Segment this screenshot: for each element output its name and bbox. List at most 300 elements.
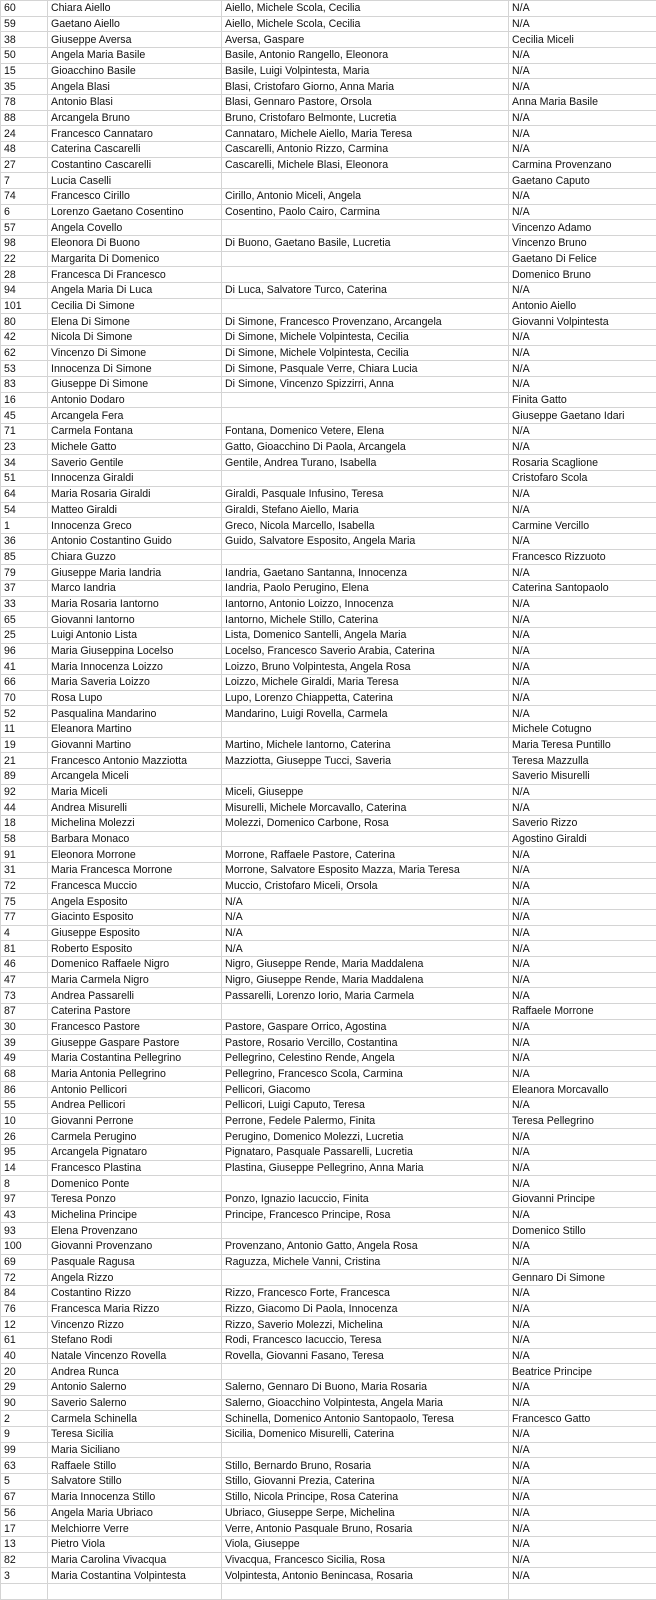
spouse-cell[interactable]: Raffaele Morrone bbox=[509, 1004, 656, 1020]
record-id-cell[interactable]: 12 bbox=[1, 1317, 48, 1333]
person-name-cell[interactable]: Raffaele Stillo bbox=[48, 1458, 222, 1474]
parents-cell[interactable]: Locelso, Francesco Saverio Arabia, Caterina bbox=[222, 643, 509, 659]
person-name-cell[interactable]: Pietro Viola bbox=[48, 1536, 222, 1552]
parents-cell[interactable]: Raguzza, Michele Vanni, Cristina bbox=[222, 1254, 509, 1270]
spouse-cell[interactable]: N/A bbox=[509, 909, 656, 925]
person-name-cell[interactable]: Matteo Giraldi bbox=[48, 502, 222, 518]
spouse-cell[interactable]: N/A bbox=[509, 1521, 656, 1537]
person-name-cell[interactable] bbox=[48, 1583, 222, 1599]
spouse-cell[interactable]: N/A bbox=[509, 972, 656, 988]
parents-cell[interactable]: Cascarelli, Antonio Rizzo, Carmina bbox=[222, 142, 509, 158]
parents-cell[interactable]: Giraldi, Pasquale Infusino, Teresa bbox=[222, 486, 509, 502]
record-id-cell[interactable]: 86 bbox=[1, 1082, 48, 1098]
person-name-cell[interactable]: Angela Rizzo bbox=[48, 1270, 222, 1286]
spouse-cell[interactable]: Giuseppe Gaetano Idari bbox=[509, 408, 656, 424]
parents-cell[interactable] bbox=[222, 1004, 509, 1020]
person-name-cell[interactable]: Angela Maria Di Luca bbox=[48, 283, 222, 299]
record-id-cell[interactable]: 85 bbox=[1, 549, 48, 565]
spouse-cell[interactable]: Teresa Mazzulla bbox=[509, 753, 656, 769]
person-name-cell[interactable]: Margarita Di Domenico bbox=[48, 251, 222, 267]
record-id-cell[interactable]: 60 bbox=[1, 1, 48, 17]
record-id-cell[interactable]: 57 bbox=[1, 220, 48, 236]
spouse-cell[interactable]: N/A bbox=[509, 1145, 656, 1161]
person-name-cell[interactable]: Maria Costantina Volpintesta bbox=[48, 1568, 222, 1584]
parents-cell[interactable]: Iandria, Paolo Perugino, Elena bbox=[222, 580, 509, 596]
spouse-cell[interactable]: Gaetano Caputo bbox=[509, 173, 656, 189]
person-name-cell[interactable]: Elena Provenzano bbox=[48, 1223, 222, 1239]
record-id-cell[interactable]: 84 bbox=[1, 1286, 48, 1302]
parents-cell[interactable]: Giraldi, Stefano Aiello, Maria bbox=[222, 502, 509, 518]
person-name-cell[interactable]: Maria Innocenza Stillo bbox=[48, 1489, 222, 1505]
person-name-cell[interactable]: Chiara Aiello bbox=[48, 1, 222, 17]
record-id-cell[interactable]: 63 bbox=[1, 1458, 48, 1474]
spouse-cell[interactable]: Maria Teresa Puntillo bbox=[509, 737, 656, 753]
spouse-cell[interactable]: N/A bbox=[509, 878, 656, 894]
parents-cell[interactable]: Verre, Antonio Pasquale Bruno, Rosaria bbox=[222, 1521, 509, 1537]
parents-cell[interactable] bbox=[222, 471, 509, 487]
record-id-cell[interactable]: 26 bbox=[1, 1129, 48, 1145]
person-name-cell[interactable]: Andrea Misurelli bbox=[48, 800, 222, 816]
parents-cell[interactable]: Pellegrino, Celestino Rende, Angela bbox=[222, 1051, 509, 1067]
person-name-cell[interactable]: Innocenza Giraldi bbox=[48, 471, 222, 487]
spouse-cell[interactable]: Carmine Vercillo bbox=[509, 518, 656, 534]
spouse-cell[interactable]: N/A bbox=[509, 800, 656, 816]
record-id-cell[interactable]: 16 bbox=[1, 392, 48, 408]
record-id-cell[interactable]: 6 bbox=[1, 204, 48, 220]
person-name-cell[interactable]: Domenico Ponte bbox=[48, 1176, 222, 1192]
person-name-cell[interactable]: Michele Gatto bbox=[48, 439, 222, 455]
record-id-cell[interactable]: 18 bbox=[1, 815, 48, 831]
record-id-cell[interactable]: 3 bbox=[1, 1568, 48, 1584]
spouse-cell[interactable]: N/A bbox=[509, 533, 656, 549]
spouse-cell[interactable]: Vincenzo Bruno bbox=[509, 236, 656, 252]
parents-cell[interactable] bbox=[222, 549, 509, 565]
parents-cell[interactable]: Loizzo, Michele Giraldi, Maria Teresa bbox=[222, 674, 509, 690]
record-id-cell[interactable]: 67 bbox=[1, 1489, 48, 1505]
record-id-cell[interactable]: 11 bbox=[1, 721, 48, 737]
person-name-cell[interactable]: Caterina Pastore bbox=[48, 1004, 222, 1020]
record-id-cell[interactable]: 87 bbox=[1, 1004, 48, 1020]
spouse-cell[interactable]: N/A bbox=[509, 1333, 656, 1349]
person-name-cell[interactable]: Maria Rosaria Iantorno bbox=[48, 596, 222, 612]
spouse-cell[interactable]: N/A bbox=[509, 439, 656, 455]
person-name-cell[interactable]: Costantino Cascarelli bbox=[48, 157, 222, 173]
parents-cell[interactable]: Lupo, Lorenzo Chiappetta, Caterina bbox=[222, 690, 509, 706]
record-id-cell[interactable]: 74 bbox=[1, 189, 48, 205]
parents-cell[interactable]: Misurelli, Michele Morcavallo, Caterina bbox=[222, 800, 509, 816]
record-id-cell[interactable]: 33 bbox=[1, 596, 48, 612]
record-id-cell[interactable]: 96 bbox=[1, 643, 48, 659]
parents-cell[interactable] bbox=[222, 1583, 509, 1599]
spouse-cell[interactable]: N/A bbox=[509, 502, 656, 518]
person-name-cell[interactable]: Arcangela Pignataro bbox=[48, 1145, 222, 1161]
record-id-cell[interactable]: 15 bbox=[1, 63, 48, 79]
parents-cell[interactable]: Volpintesta, Antonio Benincasa, Rosaria bbox=[222, 1568, 509, 1584]
record-id-cell[interactable]: 49 bbox=[1, 1051, 48, 1067]
parents-cell[interactable]: Rodi, Francesco Iacuccio, Teresa bbox=[222, 1333, 509, 1349]
spouse-cell[interactable]: Rosaria Scaglione bbox=[509, 455, 656, 471]
spouse-cell[interactable]: N/A bbox=[509, 142, 656, 158]
spouse-cell[interactable]: N/A bbox=[509, 1035, 656, 1051]
parents-cell[interactable]: Di Simone, Pasquale Verre, Chiara Lucia bbox=[222, 361, 509, 377]
parents-cell[interactable]: Vivacqua, Francesco Sicilia, Rosa bbox=[222, 1552, 509, 1568]
parents-cell[interactable]: Pastore, Rosario Vercillo, Costantina bbox=[222, 1035, 509, 1051]
parents-cell[interactable] bbox=[222, 1176, 509, 1192]
record-id-cell[interactable]: 37 bbox=[1, 580, 48, 596]
record-id-cell[interactable]: 90 bbox=[1, 1395, 48, 1411]
parents-cell[interactable]: Morrone, Raffaele Pastore, Caterina bbox=[222, 847, 509, 863]
spouse-cell[interactable]: N/A bbox=[509, 1458, 656, 1474]
parents-cell[interactable]: Stillo, Nicola Principe, Rosa Caterina bbox=[222, 1489, 509, 1505]
record-id-cell[interactable]: 62 bbox=[1, 345, 48, 361]
spouse-cell[interactable]: N/A bbox=[509, 1160, 656, 1176]
spouse-cell[interactable]: N/A bbox=[509, 1301, 656, 1317]
spouse-cell[interactable]: N/A bbox=[509, 847, 656, 863]
person-name-cell[interactable]: Saverio Salerno bbox=[48, 1395, 222, 1411]
person-name-cell[interactable]: Angela Maria Ubriaco bbox=[48, 1505, 222, 1521]
person-name-cell[interactable]: Eleonora Di Buono bbox=[48, 236, 222, 252]
spouse-cell[interactable]: N/A bbox=[509, 674, 656, 690]
person-name-cell[interactable]: Giuseppe Esposito bbox=[48, 925, 222, 941]
person-name-cell[interactable]: Maria Giuseppina Locelso bbox=[48, 643, 222, 659]
spouse-cell[interactable]: N/A bbox=[509, 894, 656, 910]
parents-cell[interactable] bbox=[222, 1270, 509, 1286]
spouse-cell[interactable]: N/A bbox=[509, 79, 656, 95]
parents-cell[interactable]: N/A bbox=[222, 925, 509, 941]
record-id-cell[interactable]: 59 bbox=[1, 16, 48, 32]
record-id-cell[interactable]: 42 bbox=[1, 330, 48, 346]
person-name-cell[interactable]: Giuseppe Di Simone bbox=[48, 377, 222, 393]
record-id-cell[interactable]: 1 bbox=[1, 518, 48, 534]
record-id-cell[interactable]: 43 bbox=[1, 1207, 48, 1223]
spouse-cell[interactable]: N/A bbox=[509, 784, 656, 800]
person-name-cell[interactable]: Innocenza Greco bbox=[48, 518, 222, 534]
parents-cell[interactable]: Di Simone, Michele Volpintesta, Cecilia bbox=[222, 345, 509, 361]
parents-cell[interactable]: Lista, Domenico Santelli, Angela Maria bbox=[222, 627, 509, 643]
record-id-cell[interactable]: 22 bbox=[1, 251, 48, 267]
record-id-cell[interactable]: 4 bbox=[1, 925, 48, 941]
person-name-cell[interactable]: Arcangela Fera bbox=[48, 408, 222, 424]
parents-cell[interactable]: Rizzo, Giacomo Di Paola, Innocenza bbox=[222, 1301, 509, 1317]
person-name-cell[interactable]: Maria Costantina Pellegrino bbox=[48, 1051, 222, 1067]
person-name-cell[interactable]: Costantino Rizzo bbox=[48, 1286, 222, 1302]
parents-cell[interactable]: Pellegrino, Francesco Scola, Carmina bbox=[222, 1066, 509, 1082]
parents-cell[interactable]: Viola, Giuseppe bbox=[222, 1536, 509, 1552]
parents-cell[interactable]: Miceli, Giuseppe bbox=[222, 784, 509, 800]
record-id-cell[interactable]: 97 bbox=[1, 1192, 48, 1208]
person-name-cell[interactable]: Eleanora Martino bbox=[48, 721, 222, 737]
parents-cell[interactable] bbox=[222, 721, 509, 737]
spouse-cell[interactable]: Cristofaro Scola bbox=[509, 471, 656, 487]
record-id-cell[interactable]: 100 bbox=[1, 1239, 48, 1255]
record-id-cell[interactable]: 89 bbox=[1, 768, 48, 784]
spouse-cell[interactable]: N/A bbox=[509, 1066, 656, 1082]
person-name-cell[interactable]: Natale Vincenzo Rovella bbox=[48, 1348, 222, 1364]
person-name-cell[interactable]: Andrea Passarelli bbox=[48, 988, 222, 1004]
record-id-cell[interactable]: 19 bbox=[1, 737, 48, 753]
spouse-cell[interactable]: N/A bbox=[509, 1051, 656, 1067]
spouse-cell[interactable]: Teresa Pellegrino bbox=[509, 1113, 656, 1129]
parents-cell[interactable]: Sicilia, Domenico Misurelli, Caterina bbox=[222, 1427, 509, 1443]
parents-cell[interactable]: Nigro, Giuseppe Rende, Maria Maddalena bbox=[222, 956, 509, 972]
spouse-cell[interactable]: Michele Cotugno bbox=[509, 721, 656, 737]
person-name-cell[interactable]: Gioacchino Basile bbox=[48, 63, 222, 79]
record-id-cell[interactable]: 78 bbox=[1, 95, 48, 111]
spouse-cell[interactable]: N/A bbox=[509, 486, 656, 502]
record-id-cell[interactable]: 77 bbox=[1, 909, 48, 925]
spouse-cell[interactable]: N/A bbox=[509, 1568, 656, 1584]
spouse-cell[interactable]: Finita Gatto bbox=[509, 392, 656, 408]
spouse-cell[interactable]: N/A bbox=[509, 956, 656, 972]
record-id-cell[interactable]: 17 bbox=[1, 1521, 48, 1537]
spouse-cell[interactable]: N/A bbox=[509, 126, 656, 142]
record-id-cell[interactable]: 47 bbox=[1, 972, 48, 988]
person-name-cell[interactable]: Stefano Rodi bbox=[48, 1333, 222, 1349]
spouse-cell[interactable]: N/A bbox=[509, 1019, 656, 1035]
person-name-cell[interactable]: Giuseppe Gaspare Pastore bbox=[48, 1035, 222, 1051]
parents-cell[interactable]: Perrone, Fedele Palermo, Finita bbox=[222, 1113, 509, 1129]
person-name-cell[interactable]: Angela Blasi bbox=[48, 79, 222, 95]
parents-cell[interactable]: Blasi, Gennaro Pastore, Orsola bbox=[222, 95, 509, 111]
record-id-cell[interactable]: 13 bbox=[1, 1536, 48, 1552]
person-name-cell[interactable]: Maria Francesca Morrone bbox=[48, 862, 222, 878]
parents-cell[interactable]: Mandarino, Luigi Rovella, Carmela bbox=[222, 706, 509, 722]
person-name-cell[interactable]: Maria Antonia Pellegrino bbox=[48, 1066, 222, 1082]
person-name-cell[interactable]: Pasqualina Mandarino bbox=[48, 706, 222, 722]
person-name-cell[interactable]: Angela Esposito bbox=[48, 894, 222, 910]
parents-cell[interactable] bbox=[222, 1223, 509, 1239]
record-id-cell[interactable]: 72 bbox=[1, 878, 48, 894]
spouse-cell[interactable]: N/A bbox=[509, 659, 656, 675]
person-name-cell[interactable]: Cecilia Di Simone bbox=[48, 298, 222, 314]
person-name-cell[interactable]: Michelina Principe bbox=[48, 1207, 222, 1223]
parents-cell[interactable]: Iantorno, Antonio Loizzo, Innocenza bbox=[222, 596, 509, 612]
parents-cell[interactable]: N/A bbox=[222, 894, 509, 910]
parents-cell[interactable] bbox=[222, 408, 509, 424]
parents-cell[interactable]: Di Simone, Francesco Provenzano, Arcangela bbox=[222, 314, 509, 330]
person-name-cell[interactable]: Barbara Monaco bbox=[48, 831, 222, 847]
record-id-cell[interactable]: 83 bbox=[1, 377, 48, 393]
spouse-cell[interactable]: N/A bbox=[509, 690, 656, 706]
person-name-cell[interactable]: Giovanni Perrone bbox=[48, 1113, 222, 1129]
person-name-cell[interactable]: Maria Rosaria Giraldi bbox=[48, 486, 222, 502]
record-id-cell[interactable]: 50 bbox=[1, 48, 48, 64]
spouse-cell[interactable]: N/A bbox=[509, 1, 656, 17]
person-name-cell[interactable]: Francesca Muccio bbox=[48, 878, 222, 894]
person-name-cell[interactable]: Carmela Perugino bbox=[48, 1129, 222, 1145]
record-id-cell[interactable]: 94 bbox=[1, 283, 48, 299]
parents-cell[interactable]: Gentile, Andrea Turano, Isabella bbox=[222, 455, 509, 471]
record-id-cell[interactable]: 54 bbox=[1, 502, 48, 518]
record-id-cell[interactable]: 71 bbox=[1, 424, 48, 440]
spouse-cell[interactable]: Agostino Giraldi bbox=[509, 831, 656, 847]
record-id-cell[interactable]: 95 bbox=[1, 1145, 48, 1161]
record-id-cell[interactable]: 7 bbox=[1, 173, 48, 189]
person-name-cell[interactable]: Michelina Molezzi bbox=[48, 815, 222, 831]
spouse-cell[interactable]: Domenico Bruno bbox=[509, 267, 656, 283]
spouse-cell[interactable]: N/A bbox=[509, 1239, 656, 1255]
person-name-cell[interactable]: Vincenzo Di Simone bbox=[48, 345, 222, 361]
record-id-cell[interactable]: 46 bbox=[1, 956, 48, 972]
parents-cell[interactable]: Perugino, Domenico Molezzi, Lucretia bbox=[222, 1129, 509, 1145]
person-name-cell[interactable]: Giuseppe Maria Iandria bbox=[48, 565, 222, 581]
record-id-cell[interactable]: 98 bbox=[1, 236, 48, 252]
parents-cell[interactable]: Rovella, Giovanni Fasano, Teresa bbox=[222, 1348, 509, 1364]
record-id-cell[interactable]: 35 bbox=[1, 79, 48, 95]
parents-cell[interactable]: Salerno, Gennaro Di Buono, Maria Rosaria bbox=[222, 1380, 509, 1396]
spouse-cell[interactable]: N/A bbox=[509, 345, 656, 361]
spouse-cell[interactable]: N/A bbox=[509, 627, 656, 643]
person-name-cell[interactable]: Maria Carolina Vivacqua bbox=[48, 1552, 222, 1568]
person-name-cell[interactable]: Angela Maria Basile bbox=[48, 48, 222, 64]
parents-cell[interactable]: Morrone, Salvatore Esposito Mazza, Maria Teresa bbox=[222, 862, 509, 878]
person-name-cell[interactable]: Melchiorre Verre bbox=[48, 1521, 222, 1537]
person-name-cell[interactable]: Francesca Maria Rizzo bbox=[48, 1301, 222, 1317]
person-name-cell[interactable]: Lorenzo Gaetano Cosentino bbox=[48, 204, 222, 220]
record-id-cell[interactable]: 31 bbox=[1, 862, 48, 878]
spouse-cell[interactable]: N/A bbox=[509, 862, 656, 878]
spouse-cell[interactable]: N/A bbox=[509, 706, 656, 722]
parents-cell[interactable] bbox=[222, 220, 509, 236]
person-name-cell[interactable]: Roberto Esposito bbox=[48, 941, 222, 957]
record-id-cell[interactable]: 73 bbox=[1, 988, 48, 1004]
record-id-cell[interactable]: 8 bbox=[1, 1176, 48, 1192]
parents-cell[interactable] bbox=[222, 251, 509, 267]
spouse-cell[interactable]: N/A bbox=[509, 424, 656, 440]
record-id-cell[interactable]: 81 bbox=[1, 941, 48, 957]
person-name-cell[interactable]: Chiara Guzzo bbox=[48, 549, 222, 565]
record-id-cell[interactable]: 58 bbox=[1, 831, 48, 847]
parents-cell[interactable] bbox=[222, 173, 509, 189]
parents-cell[interactable]: Di Simone, Vincenzo Spizzirri, Anna bbox=[222, 377, 509, 393]
parents-cell[interactable]: Aiello, Michele Scola, Cecilia bbox=[222, 1, 509, 17]
spouse-cell[interactable]: Francesco Rizzuoto bbox=[509, 549, 656, 565]
parents-cell[interactable]: Stillo, Bernardo Bruno, Rosaria bbox=[222, 1458, 509, 1474]
person-name-cell[interactable]: Francesco Cirillo bbox=[48, 189, 222, 205]
person-name-cell[interactable]: Francesco Cannataro bbox=[48, 126, 222, 142]
parents-cell[interactable]: Rizzo, Saverio Molezzi, Michelina bbox=[222, 1317, 509, 1333]
record-id-cell[interactable]: 56 bbox=[1, 1505, 48, 1521]
record-id-cell[interactable]: 5 bbox=[1, 1474, 48, 1490]
record-id-cell[interactable]: 14 bbox=[1, 1160, 48, 1176]
spouse-cell[interactable]: N/A bbox=[509, 988, 656, 1004]
spouse-cell[interactable]: Caterina Santopaolo bbox=[509, 580, 656, 596]
parents-cell[interactable]: Cosentino, Paolo Cairo, Carmina bbox=[222, 204, 509, 220]
record-id-cell[interactable]: 20 bbox=[1, 1364, 48, 1380]
spouse-cell[interactable]: Domenico Stillo bbox=[509, 1223, 656, 1239]
record-id-cell[interactable]: 93 bbox=[1, 1223, 48, 1239]
record-id-cell[interactable]: 39 bbox=[1, 1035, 48, 1051]
record-id-cell[interactable]: 10 bbox=[1, 1113, 48, 1129]
record-id-cell[interactable]: 34 bbox=[1, 455, 48, 471]
parents-cell[interactable]: Pastore, Gaspare Orrico, Agostina bbox=[222, 1019, 509, 1035]
record-id-cell[interactable]: 99 bbox=[1, 1442, 48, 1458]
person-name-cell[interactable]: Antonio Pellicori bbox=[48, 1082, 222, 1098]
spouse-cell[interactable]: N/A bbox=[509, 1207, 656, 1223]
spouse-cell[interactable]: Carmina Provenzano bbox=[509, 157, 656, 173]
spouse-cell[interactable]: Antonio Aiello bbox=[509, 298, 656, 314]
spouse-cell[interactable]: N/A bbox=[509, 1286, 656, 1302]
spouse-cell[interactable]: N/A bbox=[509, 925, 656, 941]
spouse-cell[interactable]: N/A bbox=[509, 1395, 656, 1411]
spouse-cell[interactable]: N/A bbox=[509, 1348, 656, 1364]
spouse-cell[interactable]: Gaetano Di Felice bbox=[509, 251, 656, 267]
spouse-cell[interactable]: N/A bbox=[509, 941, 656, 957]
record-id-cell[interactable]: 23 bbox=[1, 439, 48, 455]
person-name-cell[interactable]: Antonio Blasi bbox=[48, 95, 222, 111]
parents-cell[interactable]: Nigro, Giuseppe Rende, Maria Maddalena bbox=[222, 972, 509, 988]
parents-cell[interactable]: Passarelli, Lorenzo Iorio, Maria Carmela bbox=[222, 988, 509, 1004]
parents-cell[interactable] bbox=[222, 298, 509, 314]
record-id-cell[interactable]: 52 bbox=[1, 706, 48, 722]
person-name-cell[interactable]: Maria Saveria Loizzo bbox=[48, 674, 222, 690]
person-name-cell[interactable]: Francesco Antonio Mazziotta bbox=[48, 753, 222, 769]
record-id-cell[interactable]: 2 bbox=[1, 1411, 48, 1427]
parents-cell[interactable]: Fontana, Domenico Vetere, Elena bbox=[222, 424, 509, 440]
record-id-cell[interactable]: 24 bbox=[1, 126, 48, 142]
record-id-cell[interactable]: 75 bbox=[1, 894, 48, 910]
spouse-cell[interactable]: N/A bbox=[509, 63, 656, 79]
spouse-cell[interactable]: N/A bbox=[509, 189, 656, 205]
record-id-cell[interactable]: 41 bbox=[1, 659, 48, 675]
record-id-cell[interactable]: 64 bbox=[1, 486, 48, 502]
spouse-cell[interactable]: N/A bbox=[509, 1317, 656, 1333]
spouse-cell[interactable]: N/A bbox=[509, 48, 656, 64]
parents-cell[interactable]: Loizzo, Bruno Volpintesta, Angela Rosa bbox=[222, 659, 509, 675]
person-name-cell[interactable]: Rosa Lupo bbox=[48, 690, 222, 706]
person-name-cell[interactable]: Elena Di Simone bbox=[48, 314, 222, 330]
parents-cell[interactable]: N/A bbox=[222, 909, 509, 925]
record-id-cell[interactable]: 51 bbox=[1, 471, 48, 487]
record-id-cell[interactable]: 61 bbox=[1, 1333, 48, 1349]
record-id-cell[interactable] bbox=[1, 1583, 48, 1599]
parents-cell[interactable]: Aversa, Gaspare bbox=[222, 32, 509, 48]
parents-cell[interactable]: Cirillo, Antonio Miceli, Angela bbox=[222, 189, 509, 205]
parents-cell[interactable] bbox=[222, 392, 509, 408]
person-name-cell[interactable]: Maria Innocenza Loizzo bbox=[48, 659, 222, 675]
record-id-cell[interactable]: 88 bbox=[1, 110, 48, 126]
person-name-cell[interactable]: Caterina Cascarelli bbox=[48, 142, 222, 158]
parents-cell[interactable]: Muccio, Cristofaro Miceli, Orsola bbox=[222, 878, 509, 894]
spouse-cell[interactable]: N/A bbox=[509, 1254, 656, 1270]
parents-cell[interactable] bbox=[222, 1364, 509, 1380]
spouse-cell[interactable]: N/A bbox=[509, 1536, 656, 1552]
person-name-cell[interactable]: Innocenza Di Simone bbox=[48, 361, 222, 377]
parents-cell[interactable]: Schinella, Domenico Antonio Santopaolo, Teresa bbox=[222, 1411, 509, 1427]
parents-cell[interactable]: Martino, Michele Iantorno, Caterina bbox=[222, 737, 509, 753]
record-id-cell[interactable]: 72 bbox=[1, 1270, 48, 1286]
parents-cell[interactable]: Iandria, Gaetano Santanna, Innocenza bbox=[222, 565, 509, 581]
person-name-cell[interactable]: Andrea Pellicori bbox=[48, 1098, 222, 1114]
parents-cell[interactable]: Pellicori, Luigi Caputo, Teresa bbox=[222, 1098, 509, 1114]
spouse-cell[interactable]: N/A bbox=[509, 1380, 656, 1396]
parents-cell[interactable] bbox=[222, 831, 509, 847]
parents-cell[interactable]: Di Simone, Michele Volpintesta, Cecilia bbox=[222, 330, 509, 346]
parents-cell[interactable]: Ubriaco, Giuseppe Serpe, Michelina bbox=[222, 1505, 509, 1521]
record-id-cell[interactable]: 28 bbox=[1, 267, 48, 283]
person-name-cell[interactable]: Antonio Dodaro bbox=[48, 392, 222, 408]
spouse-cell[interactable]: N/A bbox=[509, 1474, 656, 1490]
spouse-cell[interactable]: Cecilia Miceli bbox=[509, 32, 656, 48]
parents-cell[interactable]: Provenzano, Antonio Gatto, Angela Rosa bbox=[222, 1239, 509, 1255]
person-name-cell[interactable]: Giovanni Iantorno bbox=[48, 612, 222, 628]
spouse-cell[interactable]: Eleanora Morcavallo bbox=[509, 1082, 656, 1098]
person-name-cell[interactable]: Marco Iandria bbox=[48, 580, 222, 596]
spouse-cell[interactable]: N/A bbox=[509, 204, 656, 220]
record-id-cell[interactable]: 53 bbox=[1, 361, 48, 377]
parents-cell[interactable]: Basile, Antonio Rangello, Eleonora bbox=[222, 48, 509, 64]
person-name-cell[interactable]: Nicola Di Simone bbox=[48, 330, 222, 346]
